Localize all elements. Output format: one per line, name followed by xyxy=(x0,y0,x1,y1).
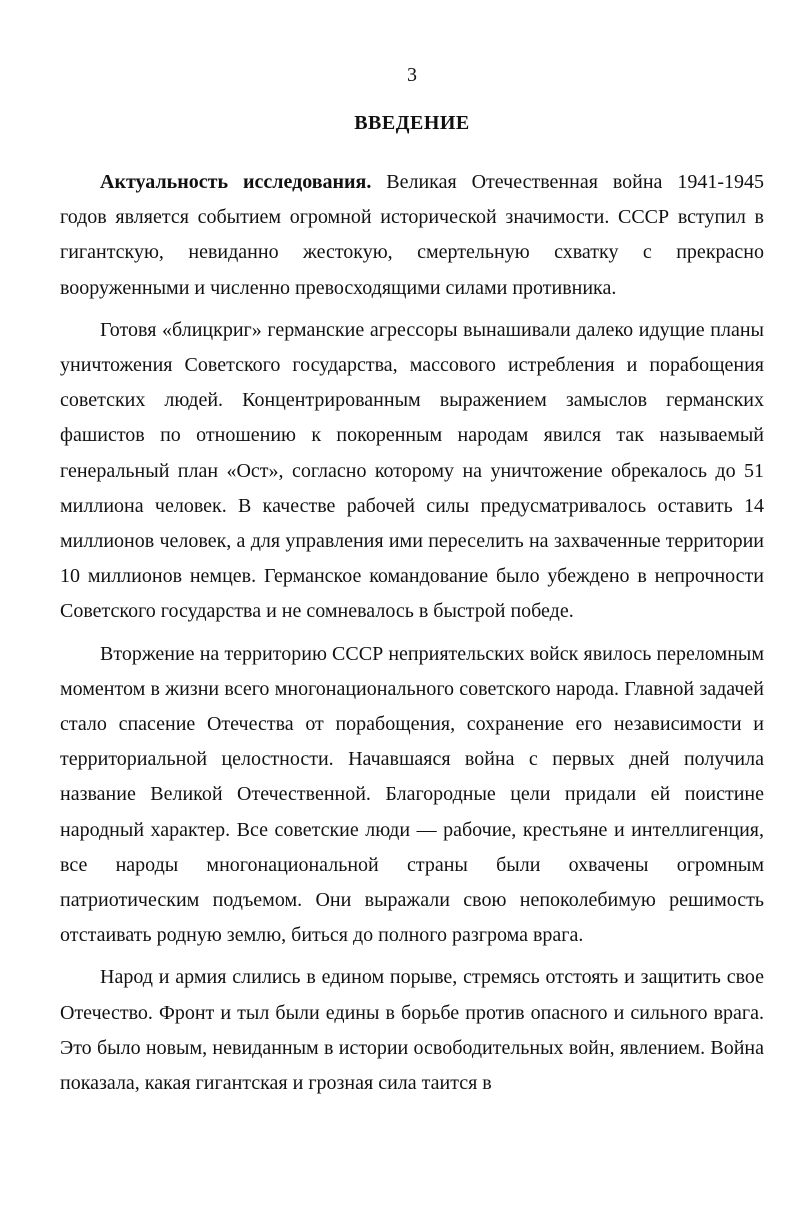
body-text xyxy=(60,165,764,1101)
paragraph-invasion: Вторжение на территорию СССР неприятельских войск явилось переломным моментом в жизни всего многонационального советского народа. Главной задачей стало спасение Отечества от порабощения, сохранение его независимости и территориальной целостности. Начавшаяся война с первых дней получила название Великой Отечественной. Благородные цели придали ей поистине народный характер. Все советские люди — рабочие, крестьяне и интеллигенция, все народы многонациональной страны были охвачены огромным патриотическим подъемом. Они выражали свою непоколебимую решимость отстаивать родную землю, биться до полного разгрома врага. xyxy=(60,642,764,947)
paragraph-text: Великая Отечественная война 1941-1945 годов является событием огромной исторической значимости. СССР вступил в гигантскую, невиданно жестокую, смертельную схватку с прекрасно вооруженными и численно превосходящими силами противника. xyxy=(60,171,764,299)
paragraph-lead: Актуальность исследования. xyxy=(100,171,372,193)
paragraph-relevance xyxy=(60,165,764,306)
paragraph-blitzkrieg: Готовя «блицкриг» германские агрессоры вынашивали далеко идущие планы уничтожения Советского государства, массового истребления и порабощения советских людей. Концентрированным выражением замыслов германских фашистов по отношению к покоренным народам явился так называемый генеральный план «Ост», согласно которому на уничтожение обрекалось до 51 миллиона человек. В качестве рабочей силы предусматривалось оставить 14 миллионов человек, а для управления ими переселить на захваченные территории 10 миллионов немцев. Германское командование было убеждено в непрочности Советского государства и не сомневалось в быстрой победе. xyxy=(60,318,764,623)
paragraph-people-army: Народ и армия слились в едином порыве, стремясь отстоять и защитить свое Отечество. Фронт и тыл были едины в борьбе против опасного и сильного врага. Это было новым, невиданным в истории освободительных войн, явлением. Война показала, какая гигантская и грозная сила таится в xyxy=(60,966,764,1095)
section-heading: ВВЕДЕНИЕ xyxy=(354,112,470,134)
page-number: 3 xyxy=(407,64,417,86)
